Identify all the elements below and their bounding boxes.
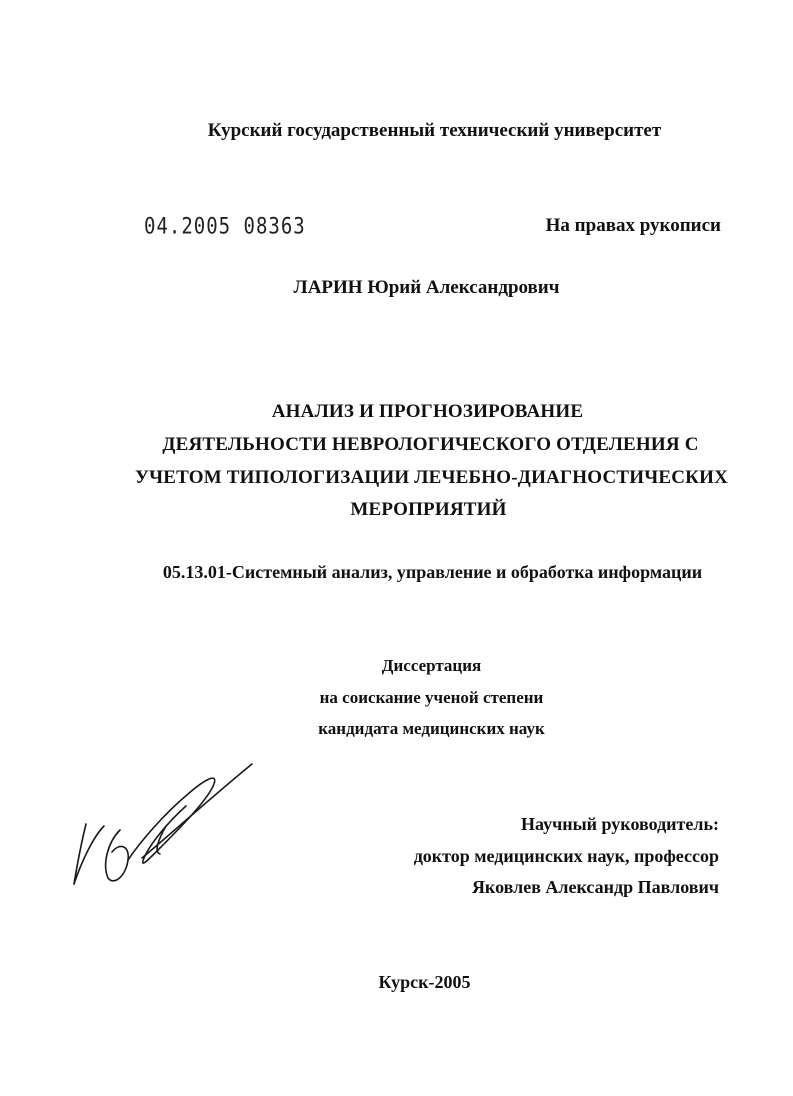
registry-stamp: 04.2005 08363 (144, 213, 306, 239)
rights-notice: На правах рукописи (545, 215, 721, 236)
title-line: УЧЕТОМ ТИПОЛОГИЗАЦИИ ЛЕЧЕБНО-ДИАГНОСТИЧЕСКИХ (134, 467, 729, 488)
degree-line: на соискание ученой степени (319, 688, 544, 707)
title-line: ДЕЯТЕЛЬНОСТИ НЕВРОЛОГИЧЕСКОГО ОТДЕЛЕНИЯ С (162, 434, 699, 455)
supervisor-name: Яковлев Александр Павлович (471, 877, 719, 897)
title-line: МЕРОПРИЯТИЙ (350, 499, 507, 520)
degree-line: Диссертация (381, 656, 482, 675)
handwritten-signature-icon (68, 760, 258, 890)
degree-line: кандидата медицинских наук (318, 719, 545, 738)
university-name: Курский государственный технический университет (207, 120, 662, 141)
supervisor-degree: доктор медицинских наук, профессор (413, 846, 719, 866)
title-line: АНАЛИЗ И ПРОГНОЗИРОВАНИЕ (271, 401, 584, 422)
supervisor-label: Научный руководитель: (521, 814, 719, 834)
city-year: Курск-2005 (378, 972, 471, 992)
author-name: ЛАРИН Юрий Александрович (293, 277, 560, 298)
specialty-code: 05.13.01-Системный анализ, управление и обработка информации (162, 562, 703, 582)
